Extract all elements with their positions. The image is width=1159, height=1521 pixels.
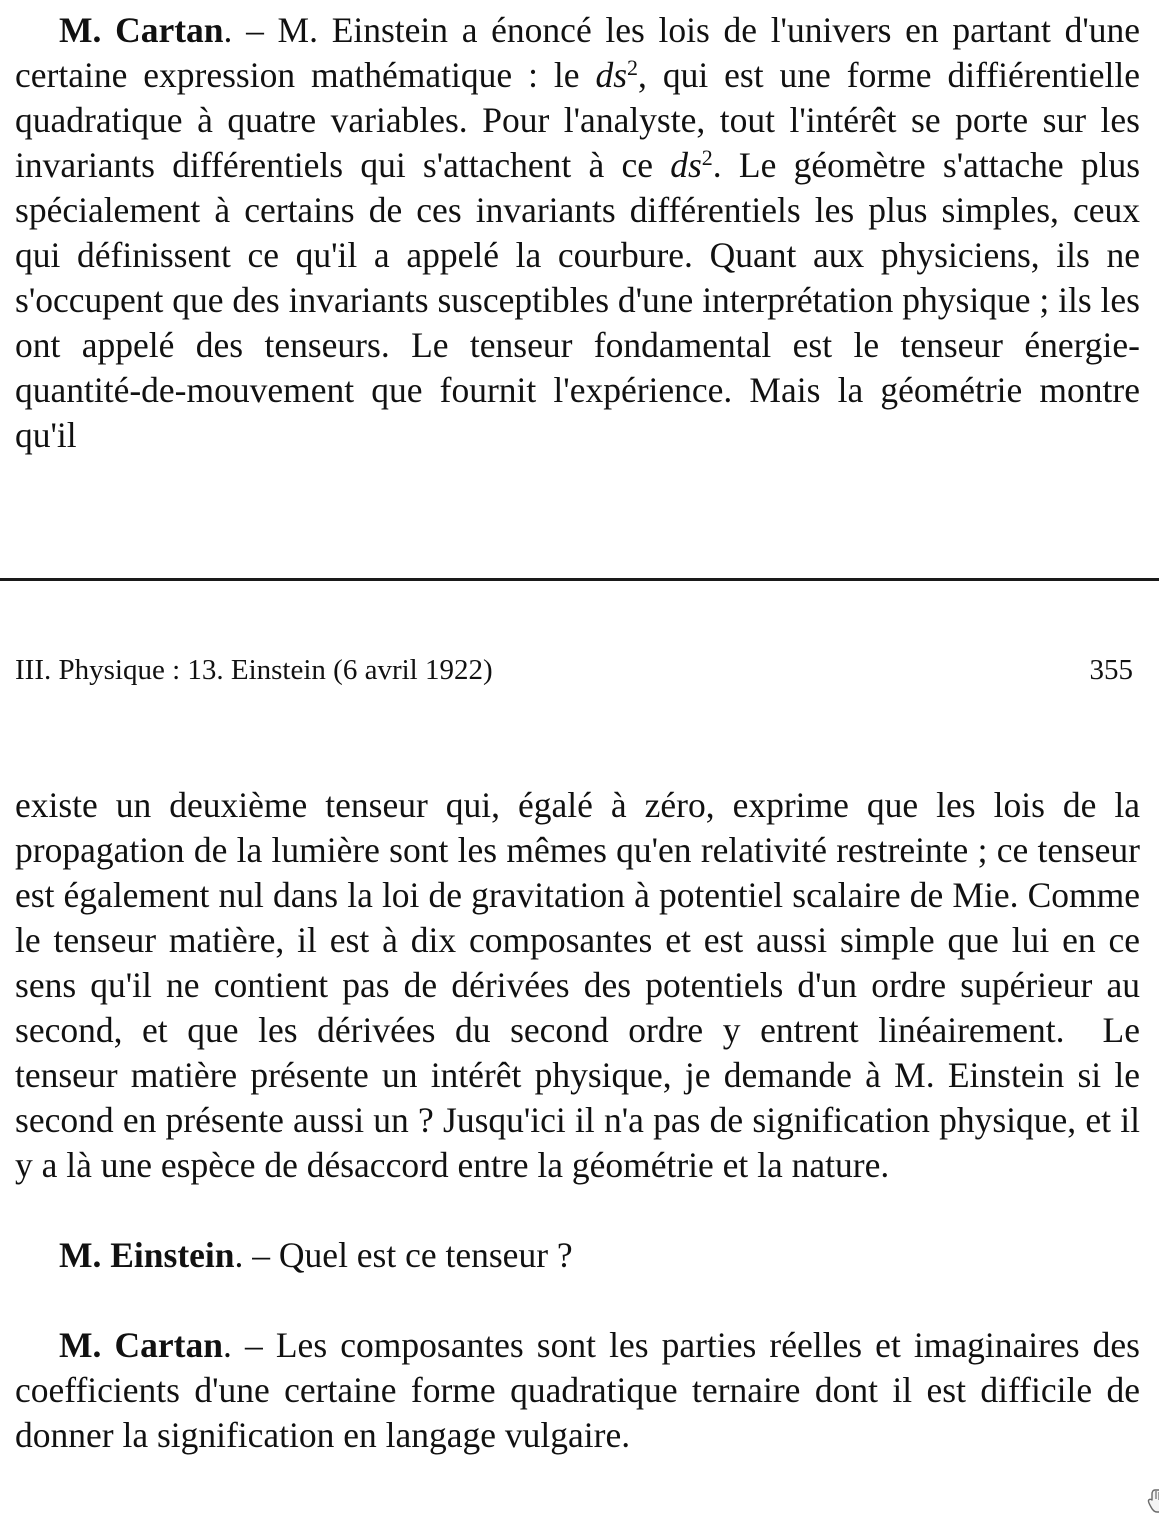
paragraph-gap xyxy=(15,1278,1140,1323)
math-exponent: 2 xyxy=(627,54,639,80)
running-header-title: III. Physique : 13. Einstein (6 avril 1922) xyxy=(15,654,493,686)
paragraph-text: existe un deuxième tenseur qui, égalé à zéro, exprime que les lois de la propagation de la lumière sont les mêmes qu'en relativité restreinte ; ce tenseur est également nul dans la loi de gravitation à potentiel scalaire de Mie. Comme le tenseur matière, il est à dix composantes et est aussi simple que lui en ce sens qu'il ne contient pas de dérivées des potentiels d'un ordre supérieur au second, et que les dérivées du second ordre y entrent linéairement. xyxy=(15,785,1140,1050)
page-number: 355 xyxy=(1089,654,1133,686)
paragraph-text: . – Quel est ce tenseur ? xyxy=(234,1235,573,1275)
math-base: ds xyxy=(670,145,702,185)
paragraph-text: Le tenseur matière présente un intérêt physique, je demande à M. Einstein si le second en présente aussi un ? Jusqu'ici il n'a pas de signification physique, et il y a là une espèce de désaccord entre la géométrie et la nature. xyxy=(15,1010,1140,1185)
top-page-text xyxy=(15,8,1140,458)
paragraph-gap xyxy=(15,1188,1140,1233)
paragraph-text: , qui est une forme diffiérentielle quadratique à quatre variables. Pour l'analyste, tout l'intérêt se porte sur les invariants différentiels qui s'attachent à ce xyxy=(15,55,1140,185)
page-break-divider xyxy=(0,578,1159,581)
math-exponent: 2 xyxy=(701,144,713,170)
speaker-name: M. Einstein xyxy=(59,1235,235,1275)
paragraph-text: . – M. Einstein a énoncé les lois de l'univers en partant d'une certaine expression mathématique : le xyxy=(15,10,1141,95)
speaker-name: M. Cartan xyxy=(59,1325,223,1365)
speaker-name: M. Cartan xyxy=(59,10,224,50)
cartan-paragraph-1 xyxy=(15,8,1140,458)
math-ds-squared xyxy=(670,145,713,185)
einstein-paragraph xyxy=(15,1233,1140,1278)
cartan-paragraph-2 xyxy=(15,1323,1140,1458)
bottom-page-text xyxy=(15,783,1140,1458)
math-base: ds xyxy=(595,55,628,95)
math-ds-squared xyxy=(595,55,638,95)
continuation-paragraph xyxy=(15,783,1140,1188)
paragraph-text: . – Les composantes sont les parties réelles et imaginaires des coefficients d'une certaine forme quadratique ternaire dont il est difficile de donner la signification en langage vulgaire. xyxy=(15,1325,1140,1455)
paragraph-text: . Le géomètre s'attache plus spécialement à certains de ces invariants différentiels les plus simples, ceux qui définissent ce qu'il a appelé la courbure. Quant aux physiciens, ils ne s'occupent que des invariants susceptibles d'une interprétation physique ; ils les ont appelé des tenseurs. Le tenseur fondamental est le tenseur énergie-quantité-de-mouvement que fournit l'expérience. Mais la géométrie montre qu'il xyxy=(15,145,1141,455)
hand-pointer-icon xyxy=(1147,1488,1159,1514)
running-header xyxy=(15,652,1133,688)
